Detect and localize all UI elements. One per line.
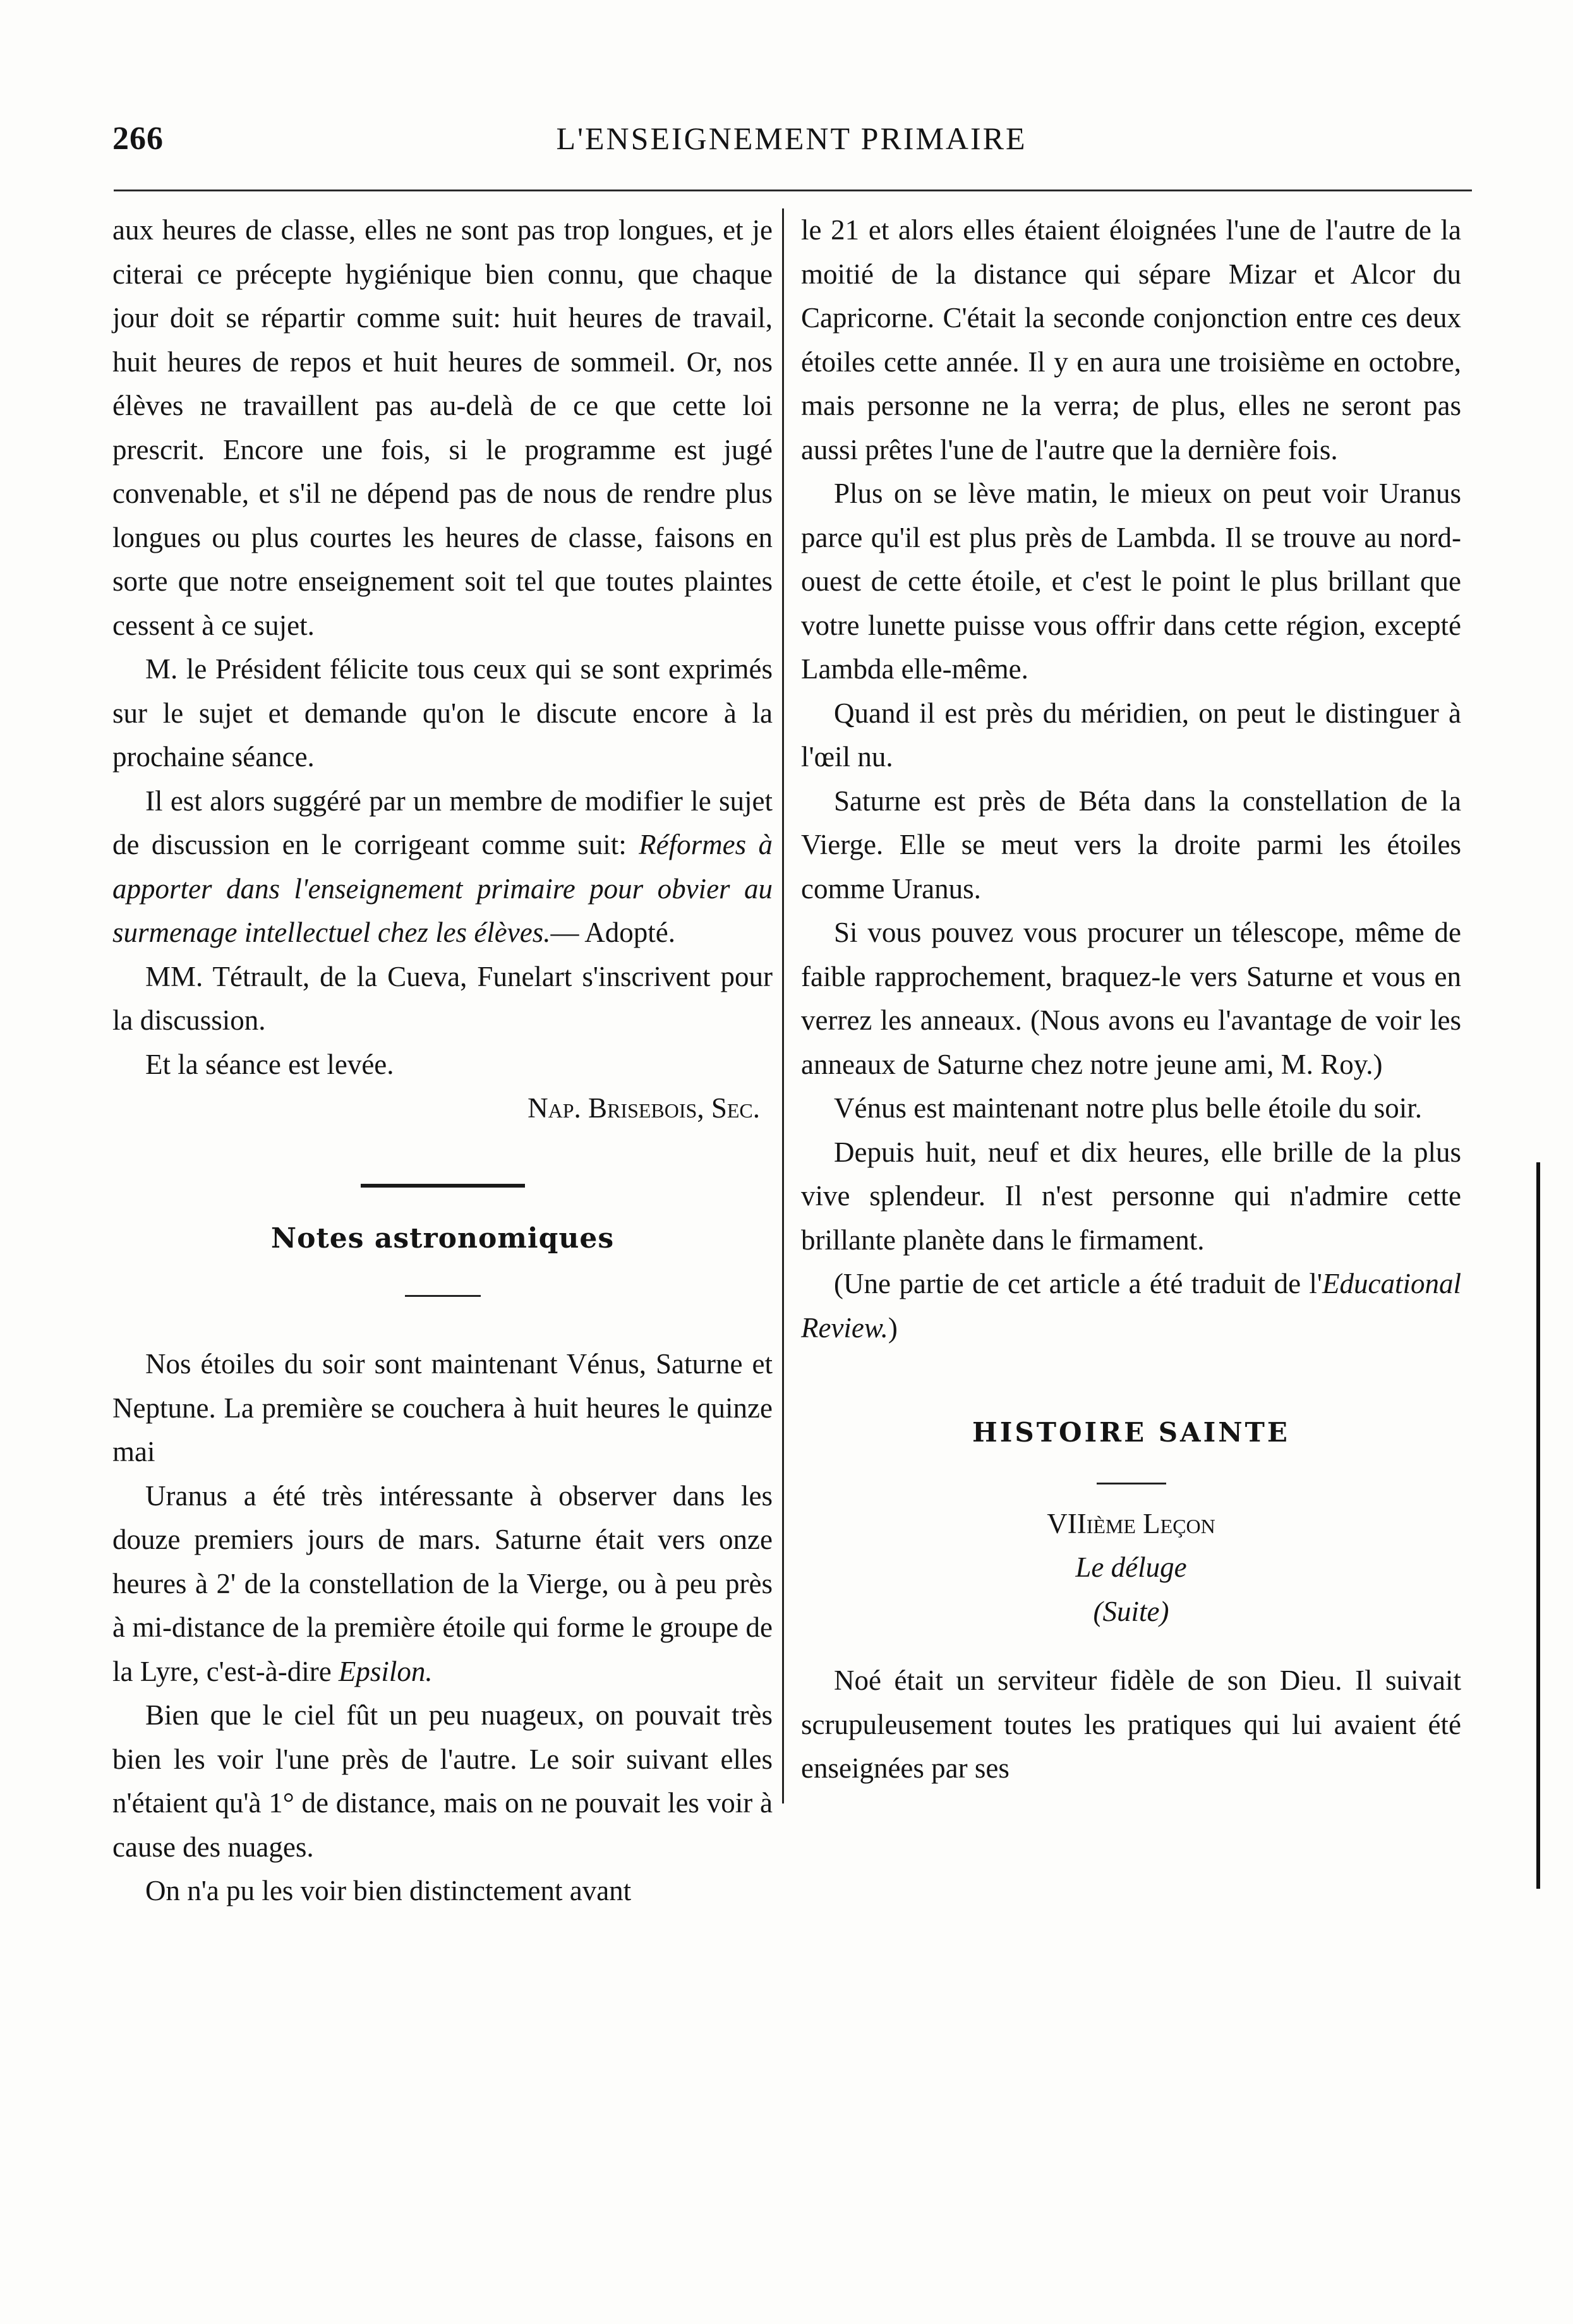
text-run: (Une partie de cet article a été traduit de l'	[834, 1268, 1323, 1299]
paragraph: M. le Président félicite tous ceux qui se sont exprimés sur le sujet et demande qu'on le discute encore à la prochaine séance.	[112, 653, 773, 773]
page-number: 266	[112, 121, 164, 157]
signature: Nap. Brisebois, Sec.	[527, 1092, 760, 1124]
column-divider	[782, 208, 784, 1803]
margin-rule	[1536, 1162, 1540, 1889]
left-column	[112, 208, 773, 1913]
text-run: Il est alors suggéré par un membre de modifier le sujet de discussion en le corrigeant comme suit:	[112, 785, 773, 860]
right-column	[801, 208, 1461, 1791]
paragraph: Et la séance est levée.	[145, 1048, 394, 1080]
italic-text: Epsilon.	[338, 1655, 433, 1687]
paragraph: Noé était un serviteur fidèle de son Dieu. Il suivait scrupuleusement toutes les pratiques qui lui avaient été enseignées par ses	[801, 1665, 1461, 1784]
section-heading: Notes astronomiques	[270, 1222, 615, 1255]
italic-text: Educational Review.	[801, 1268, 1461, 1344]
journal-title: L'ENSEIGNEMENT PRIMAIRE	[556, 121, 1027, 156]
paragraph: Depuis huit, neuf et dix heures, elle brille de la plus vive splendeur. Il n'est personne qui n'admire cette brillante planète dans le firmament.	[801, 1136, 1461, 1256]
paragraph: On n'a pu les voir bien distinctement avant	[145, 1875, 632, 1906]
paragraph	[112, 780, 773, 955]
paragraph: le 21 et alors elles étaient éloignées l'une de l'autre de la moitié de la distance qui sépare Mizar et Alcor du Capricorne. C'était la seconde conjonction entre ces deux étoiles cette année. Il y en aura une troisième en octobre, mais personne ne la verra; de plus, elles ne seront pas aussi prêtes l'une de l'autre que la dernière fois.	[801, 214, 1461, 466]
paragraph: Bien que le ciel fût un peu nuageux, on pouvait très bien les voir l'une près de l'autre. Le soir suivant elles n'étaient qu'à 1° de distance, mais on ne pouvait les voir à cause des nuages.	[112, 1699, 773, 1863]
paragraph: Si vous pouvez vous procurer un télescope, même de faible rapprochement, braquez-le vers Saturne et vous en verrez les anneaux. (Nous avons eu l'avantage de voir les anneaux de Saturne chez notre jeune ami, M. Roy.)	[801, 917, 1461, 1080]
paragraph: Plus on se lève matin, le mieux on peut voir Uranus parce qu'il est plus près de Lambda. Il se trouve au nord-ouest de cette étoile, et c'est le point le plus brillant que votre lunette puisse vous offrir dans cette région, excepté Lambda elle-même.	[801, 478, 1461, 685]
page-header	[112, 120, 1471, 171]
lesson-subtitle: (Suite)	[1093, 1595, 1169, 1627]
spacer	[801, 1634, 1461, 1659]
paragraph	[801, 1262, 1461, 1350]
paragraph: aux heures de classe, elles ne sont pas trop longues, et je citerai ce précepte hygiénique bien connu, que chaque jour doit se répartir comme suit: huit heures de travail, huit heures de repos et huit heures de sommeil. Or, nos élèves ne travaillent pas au-delà de ce que cette loi prescrit. Encore une fois, si le programme est jugé convenable, et s'il ne dépend pas de nous de rendre plus longues ou plus courtes les heures de classe, faisons en sorte que notre enseignement soit tel que toutes plaintes cessent à ce sujet.	[112, 214, 773, 641]
paragraph: Saturne est près de Béta dans la constellation de la Vierge. Elle se meut vers la droite parmi les étoiles comme Uranus.	[801, 785, 1461, 905]
short-rule	[405, 1295, 481, 1297]
paragraph: Quand il est près du méridien, on peut le distinguer à l'œil nu.	[801, 697, 1461, 773]
short-rule	[1097, 1483, 1166, 1484]
italic-text: Réformes à apporter dans l'enseignement primaire pour obvier au surmenage intellectuel chez les élèves.	[112, 829, 773, 948]
section-heading: HISTOIRE SAINTE	[972, 1417, 1290, 1448]
text-run: )	[888, 1311, 898, 1344]
lesson-number: VIIième Leçon	[1047, 1507, 1215, 1539]
header-rule	[114, 190, 1472, 191]
text-run: Uranus a été très intéressante à observer dans les douze premiers jours de mars. Saturne était vers onze heures à 2' de la constellation de la Vierge, ou à peu près à mi-distance de la première étoile qui forme le groupe de la Lyre, c'est-à-dire	[112, 1479, 773, 1687]
paragraph: Vénus est maintenant notre plus belle étoile du soir.	[834, 1092, 1423, 1124]
text-run: — Adopté.	[550, 917, 675, 948]
paragraph: Nos étoiles du soir sont maintenant Vénus, Saturne et Neptune. La première se couchera à huit heures le quinze mai	[112, 1348, 773, 1467]
paragraph: MM. Tétrault, de la Cueva, Funelart s'inscrivent pour la discussion.	[112, 960, 773, 1036]
paragraph	[112, 1474, 773, 1694]
lesson-title: Le déluge	[1075, 1551, 1187, 1583]
ornament-divider	[348, 1170, 538, 1214]
ornament-line	[361, 1184, 525, 1188]
